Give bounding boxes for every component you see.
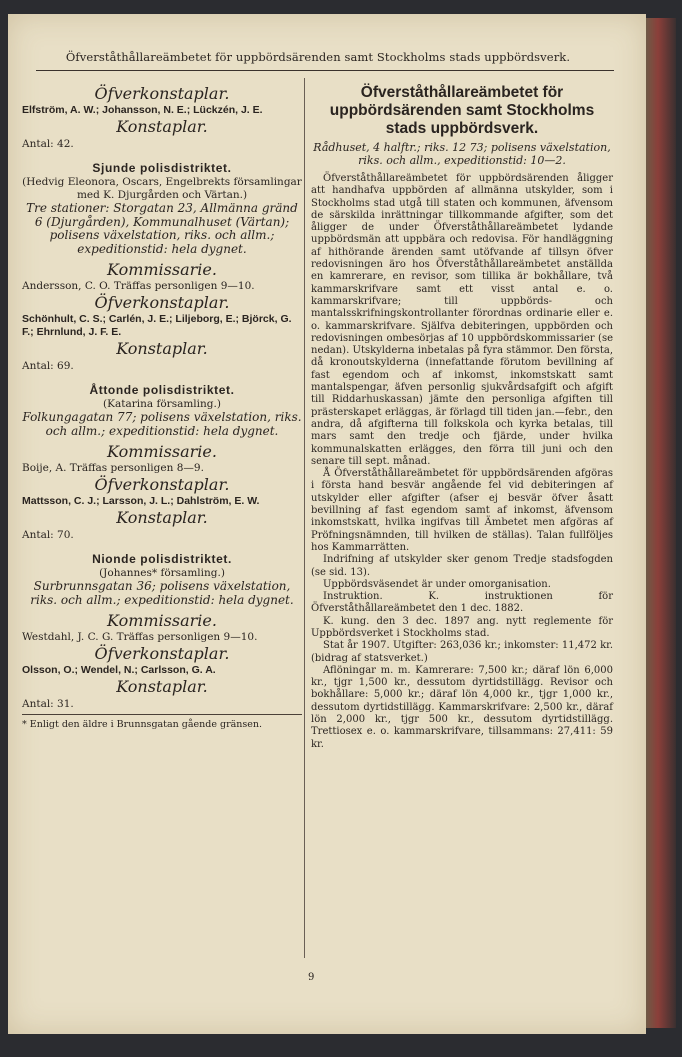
heading-ofverkonstaplar: Öfverkonstaplar. bbox=[94, 475, 230, 494]
ofverkonstaplar-names: Schönhult, C. S.; Carlén, J. E.; Liljeborg, E.; Björck, G. F.; Ehrnlund, J. F. E. bbox=[22, 313, 292, 338]
district-parish: (Hedvig Eleonora, Oscars, Engelbrekts församlingar med K. Djurgården och Värtan.) bbox=[22, 176, 302, 201]
column-divider bbox=[304, 78, 305, 958]
section-address: Rådhuset, 4 halftr.; riks. 12 73; polisens växelstation, riks. och allm., expeditionstid: 10—2. bbox=[313, 141, 611, 167]
district-parish: (Johannes* församling.) bbox=[99, 567, 225, 579]
district-station: Folkungagatan 77; polisens växelstation, riks. och allm.; expeditionstid: hela dygnet. bbox=[22, 410, 302, 438]
ofverkonstaplar-names: Olsson, O.; Wendel, N.; Carlsson, G. A. bbox=[22, 664, 216, 676]
heading-konstaplar: Konstaplar. bbox=[116, 677, 208, 696]
running-header: Öfverståthållareämbetet för uppbördsärenden samt Stockholms stads uppbördsverk. bbox=[65, 50, 571, 64]
heading-ofverkonstaplar: Öfverkonstaplar. bbox=[94, 84, 230, 103]
antal-count: Antal: 42. bbox=[22, 138, 74, 150]
heading-kommissarie: Kommissarie. bbox=[107, 442, 217, 461]
district-title: Åttonde polisdistriktet. bbox=[89, 383, 235, 397]
footnote: * Enligt den äldre i Brunnsgatan gående gränsen. bbox=[22, 719, 263, 730]
heading-konstaplar: Konstaplar. bbox=[116, 508, 208, 527]
antal-count: Antal: 70. bbox=[22, 529, 74, 541]
left-column bbox=[22, 84, 302, 731]
district-parish: (Katarina församling.) bbox=[103, 398, 221, 410]
ofverkonstaplar-names: Mattsson, C. J.; Larsson, J. L.; Dahlström, E. W. bbox=[22, 495, 260, 507]
body-paragraph: Öfverståthållareämbetet för uppbördsärenden åligger att handhafva uppbörden af allmänna utskylder, som i Stockholms stad utgå till staten och kommunen, äfvensom de särskilda inrättningar tillkommande afgifter, som det åligger de under Öfverståthållareämbetet lydande uppbördsmän att uppbära och redovisa. För handläggning af hithörande ärenden samt utöfvande af tillsyn öfver redovisningen äro hos Öfverståthållareämbetet anställda en kamrerare, en revisor, som tillika är bokhållare, två kammarskrifvare samt ett visst antal e. o. kammarskrifvare; till uppbörds- och mantalsskrifningskontrollanter förordnas ordinarie eller e. o. kammarskrifvare. Själfva debiteringen, uppbörden och redovisningen ombesörjas af 10 uppbördskommissarier (se nedan). Utskylderna inbetalas på fyra stämmor. Den första, då kronoutskylderna (innefattande förutom bevillning af fast egendom och af inkomst, inkomstskatt samt mantalspengar, äfven personlig sjukvårdsafgift och afgift till Riddarhuskassan) jämte den personliga afgiften till prästerskapet erläggas, är förlagd till tiden jan.—febr., den andra, då afgifterna till folkskola och kyrka betalas, till mars samt den tredje och fjärde, under hvilka kommunalskatten erlägges, den förra till juni och den senare till sept. månad. bbox=[311, 173, 613, 467]
page-number: 9 bbox=[308, 972, 315, 983]
district-title: Nionde polisdistriktet. bbox=[92, 552, 232, 566]
body-paragraph: Instruktion. K. instruktionen för Öfverståthållareämbetet den 1 dec. 1882. bbox=[311, 591, 613, 615]
body-paragraph: Å Öfverståthållareämbetet för uppbördsärenden afgöras i första hand besvär angående fel vid debiteringen af utskylder eller afgifter (afser ej besvär öfver åsatt bevillning af fast egendom samt af inkomst, äfvensom inkomstskatt, hvilka ingifvas till Ämbetet men afgöras af Pröfningsnämnden, till hvilken de ställas). Talan fullföljes hos Kammarrätten. bbox=[311, 468, 613, 553]
ofverkonstaplar-names: Elfström, A. W.; Johansson, N. E.; Lückzén, J. E. bbox=[22, 104, 263, 116]
kommissarie-entry: Andersson, C. O. Träffas personligen 9—10. bbox=[22, 280, 255, 292]
footnote-rule bbox=[22, 714, 302, 715]
body-paragraph: Stat år 1907. Utgifter: 263,036 kr.; inkomster: 11,472 kr. (bidrag af statsverket.) bbox=[311, 640, 613, 664]
right-column bbox=[311, 84, 613, 751]
section-body bbox=[311, 173, 613, 751]
heading-konstaplar: Konstaplar. bbox=[116, 339, 208, 358]
heading-konstaplar: Konstaplar. bbox=[116, 117, 208, 136]
district-station: Surbrunnsgatan 36; polisens växelstation, riks. och allm.; expeditionstid: hela dygnet. bbox=[30, 579, 294, 607]
heading-ofverkonstaplar: Öfverkonstaplar. bbox=[94, 644, 230, 663]
district-station: Tre stationer: Storgatan 23, Allmänna gränd 6 (Djurgården), Kommunalhuset (Värtan); polisens växelstation, riks. och allm.; expeditionstid: hela dygnet. bbox=[26, 201, 298, 256]
body-paragraph: Indrifning af utskylder sker genom Tredje stadsfogden (se sid. 13). bbox=[311, 554, 613, 578]
heading-kommissarie: Kommissarie. bbox=[107, 260, 217, 279]
heading-kommissarie: Kommissarie. bbox=[107, 611, 217, 630]
kommissarie-entry: Boije, A. Träffas personligen 8—9. bbox=[22, 462, 204, 474]
section-title: Öfverståthållareämbetet för uppbördsärenden samt Stockholms stads uppbördsverk. bbox=[329, 84, 595, 137]
district-title: Sjunde polisdistriktet. bbox=[92, 161, 232, 175]
body-paragraph: K. kung. den 3 dec. 1897 ang. nytt reglemente för Uppbördsverket i Stockholms stad. bbox=[311, 615, 613, 639]
book-binding-edge bbox=[646, 18, 676, 1028]
kommissarie-entry: Westdahl, J. C. G. Träffas personligen 9—10. bbox=[22, 631, 258, 643]
body-paragraph: Uppbördsväsendet är under omorganisation. bbox=[323, 578, 551, 590]
heading-ofverkonstaplar: Öfverkonstaplar. bbox=[94, 293, 230, 312]
antal-count: Antal: 69. bbox=[22, 360, 74, 372]
antal-count: Antal: 31. bbox=[22, 698, 74, 710]
header-rule bbox=[36, 70, 614, 71]
body-paragraph: Aflöningar m. m. Kamrerare: 7,500 kr.; däraf lön 6,000 kr., tjgr 1,500 kr., dessutom dyrtidstillägg. Revisor och bokhållare: 5,000 kr.; däraf lön 4,000 kr., tjgr 1,000 kr., dessutom dyrtidstillägg. Kammarskrifvare: 2,500 kr., däraf lön 2,000 kr., tjgr 500 kr., dessutom dyrtidstillägg. Trettiosex e. o. kammarskrifvare, tillsammans: 27,411: 59 kr. bbox=[311, 664, 613, 750]
